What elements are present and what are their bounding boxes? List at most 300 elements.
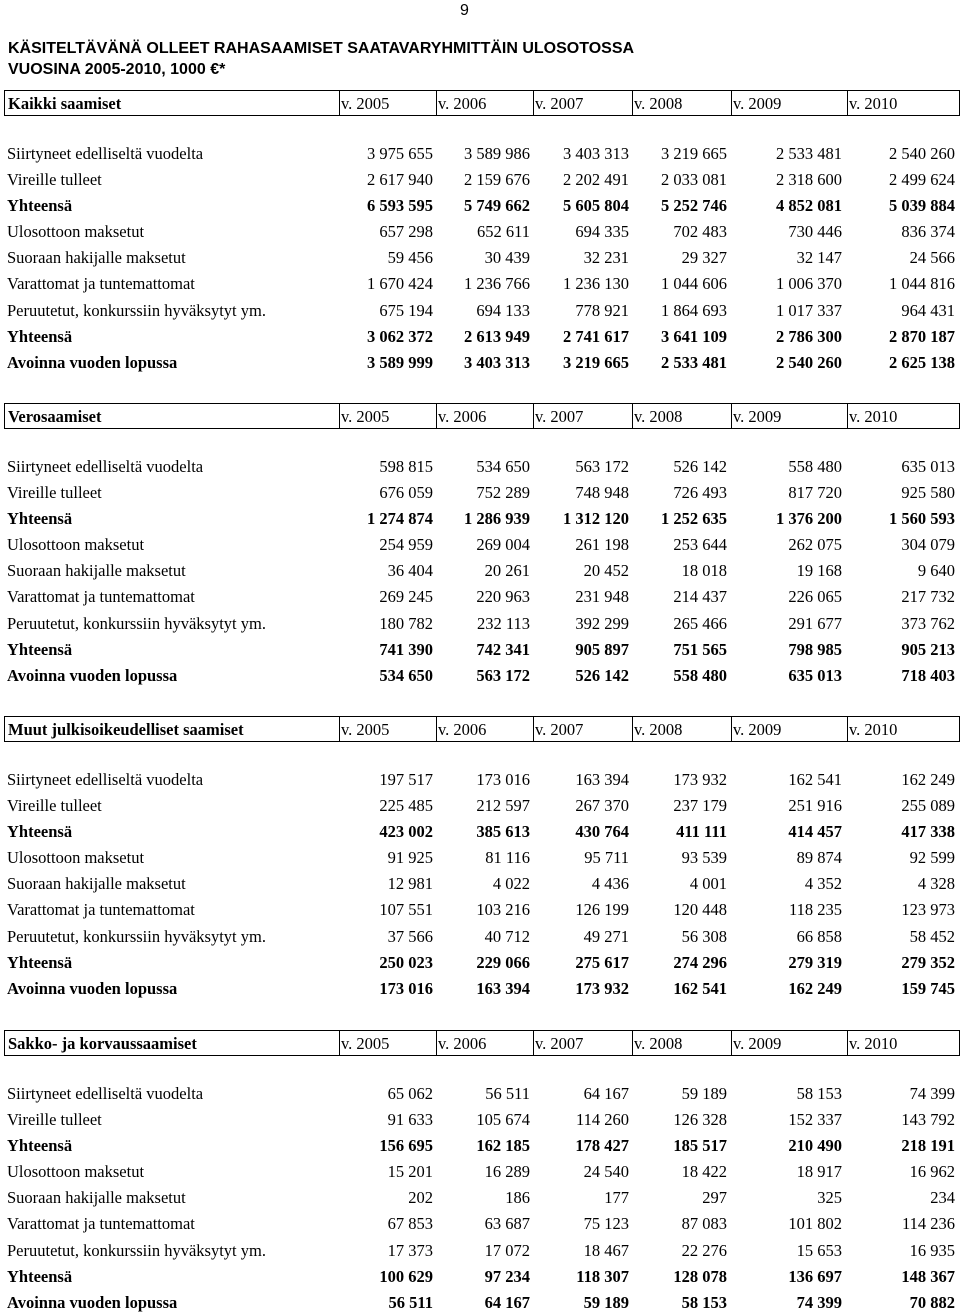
table-cell: 2 625 138 [889, 352, 955, 372]
table-cell: 4 852 081 [776, 196, 842, 216]
column-divider [731, 91, 732, 115]
year-header: v. 2006 [438, 1034, 487, 1053]
table-row [4, 584, 960, 610]
table-cell: 49 271 [583, 926, 629, 946]
table-cell: 178 427 [575, 1136, 629, 1156]
row-label: Ulosottoon maksetut [7, 848, 145, 868]
table-row [4, 845, 960, 871]
row-label: Yhteensä [7, 326, 73, 346]
table-cell: 70 882 [909, 1292, 955, 1312]
table-cell: 1 312 120 [563, 509, 629, 529]
table-cell: 751 565 [673, 639, 727, 659]
table-cell: 40 712 [484, 926, 530, 946]
table-row [4, 663, 960, 689]
table-cell: 265 466 [673, 613, 727, 633]
table-cell: 5 605 804 [563, 196, 629, 216]
table-cell: 269 245 [379, 587, 433, 607]
table-cell: 253 644 [673, 535, 727, 555]
table-row [4, 871, 960, 897]
table-row [4, 271, 960, 297]
table-cell: 143 792 [901, 1110, 955, 1130]
table-row [4, 897, 960, 923]
table-cell: 114 260 [575, 1110, 629, 1130]
column-divider [533, 717, 534, 741]
table-cell: 17 373 [387, 1240, 433, 1260]
table-row [4, 1264, 960, 1290]
row-label: Avoinna vuoden lopussa [7, 1292, 178, 1312]
table-body [4, 1081, 960, 1316]
table-cell: 430 764 [575, 822, 629, 842]
table-cell: 114 236 [901, 1214, 955, 1234]
table-cell: 173 932 [673, 770, 727, 789]
column-divider [847, 91, 848, 115]
table-cell: 212 597 [476, 796, 530, 816]
table-cell: 1 236 130 [563, 274, 629, 294]
table-cell: 91 633 [387, 1110, 433, 1130]
year-header: v. 2006 [438, 407, 487, 426]
table-cell: 120 448 [673, 900, 727, 920]
section-header [4, 716, 960, 742]
row-label: Suoraan hakijalle maksetut [7, 1188, 186, 1208]
table-cell: 56 511 [388, 1292, 433, 1312]
table-cell: 598 815 [379, 457, 433, 476]
year-header: v. 2010 [849, 407, 898, 426]
table-cell: 2 533 481 [776, 144, 842, 163]
table-cell: 92 599 [909, 848, 955, 868]
table-cell: 15 201 [387, 1162, 433, 1182]
table-cell: 30 439 [484, 248, 530, 268]
table-row [4, 924, 960, 950]
table-cell: 234 [930, 1188, 955, 1208]
table-cell: 534 650 [379, 665, 433, 685]
section-header [4, 90, 960, 116]
table-cell: 74 399 [909, 1084, 955, 1103]
row-label: Varattomat ja tuntemattomat [7, 587, 195, 607]
column-divider [847, 404, 848, 428]
table-cell: 925 580 [901, 483, 955, 503]
table-cell: 778 921 [575, 300, 629, 320]
table-row [4, 245, 960, 271]
table-cell: 32 147 [796, 248, 842, 268]
table-cell: 2 617 940 [367, 170, 433, 190]
table-cell: 67 853 [387, 1214, 433, 1234]
year-header: v. 2009 [733, 94, 782, 113]
column-divider [436, 91, 437, 115]
table-row [4, 219, 960, 245]
table-cell: 59 456 [387, 248, 433, 268]
title-line-2: VUOSINA 2005-2010, 1000 €* [8, 61, 226, 78]
row-label: Avoinna vuoden lopussa [7, 352, 178, 372]
section-table [4, 716, 960, 1002]
table-row [4, 167, 960, 193]
table-cell: 97 234 [484, 1266, 530, 1286]
year-header: v. 2006 [438, 720, 487, 739]
table-cell: 2 033 081 [661, 170, 727, 190]
table-cell: 4 328 [917, 874, 955, 894]
table-cell: 1 044 816 [889, 274, 955, 294]
row-label: Ulosottoon maksetut [7, 1162, 145, 1182]
table-cell: 676 059 [379, 483, 433, 503]
section-header [4, 403, 960, 429]
table-cell: 75 123 [583, 1214, 629, 1234]
table-cell: 657 298 [379, 222, 433, 242]
table-cell: 726 493 [673, 483, 727, 503]
table-cell: 4 022 [492, 874, 530, 894]
row-label: Siirtyneet edelliseltä vuodelta [7, 144, 204, 163]
table-cell: 229 066 [476, 952, 530, 972]
table-cell: 798 985 [788, 639, 842, 659]
title-line-1: KÄSITELTÄVÄNÄ OLLEET RAHASAAMISET SAATAVARYHMITTÄIN ULOSOTOSSA [8, 40, 635, 57]
table-cell: 392 299 [575, 613, 629, 633]
table-cell: 563 172 [575, 457, 629, 476]
row-label: Suoraan hakijalle maksetut [7, 248, 186, 268]
table-cell: 635 013 [901, 457, 955, 476]
document-title [8, 38, 634, 80]
year-header: v. 2005 [341, 407, 390, 426]
table-cell: 32 231 [583, 248, 629, 268]
year-header: v. 2009 [733, 1034, 782, 1053]
table-cell: 718 403 [901, 665, 955, 685]
table-cell: 65 062 [387, 1084, 433, 1103]
table-cell: 3 062 372 [367, 326, 433, 346]
table-cell: 20 261 [484, 561, 530, 581]
row-label: Ulosottoon maksetut [7, 535, 145, 555]
table-cell: 3 219 665 [563, 352, 629, 372]
row-label: Varattomat ja tuntemattomat [7, 1214, 195, 1234]
year-header: v. 2008 [634, 94, 683, 113]
table-cell: 2 870 187 [889, 326, 955, 346]
table-cell: 411 111 [676, 822, 727, 842]
table-cell: 1 376 200 [776, 509, 842, 529]
table-cell: 275 617 [575, 952, 629, 972]
table-cell: 742 341 [476, 639, 530, 659]
row-label: Vireille tulleet [7, 483, 102, 503]
table-cell: 652 611 [476, 222, 530, 242]
table-cell: 63 687 [484, 1214, 530, 1234]
table-cell: 297 [702, 1188, 727, 1208]
table-cell: 87 083 [681, 1214, 727, 1234]
year-header: v. 2005 [341, 720, 390, 739]
table-cell: 6 593 595 [367, 196, 433, 216]
table-cell: 162 249 [901, 770, 955, 789]
table-cell: 19 168 [796, 561, 842, 581]
column-divider [632, 717, 633, 741]
column-divider [533, 91, 534, 115]
table-cell: 2 613 949 [464, 326, 530, 346]
table-cell: 267 370 [575, 796, 629, 816]
table-body [4, 454, 960, 689]
table-cell: 4 352 [804, 874, 842, 894]
table-body [4, 141, 960, 376]
table-cell: 185 517 [673, 1136, 727, 1156]
table-cell: 232 113 [476, 613, 530, 633]
section-table [4, 1030, 960, 1316]
year-header: v. 2009 [733, 720, 782, 739]
table-cell: 255 089 [901, 796, 955, 816]
table-cell: 118 307 [576, 1266, 629, 1286]
table-cell: 9 640 [917, 561, 955, 581]
table-cell: 385 613 [476, 822, 530, 842]
year-header: v. 2007 [535, 94, 584, 113]
table-row [4, 793, 960, 819]
table-row [4, 1185, 960, 1211]
column-divider [339, 1031, 340, 1055]
table-cell: 162 249 [788, 978, 842, 998]
table-cell: 1 560 593 [889, 509, 955, 529]
table-cell: 817 720 [788, 483, 842, 503]
table-cell: 22 276 [681, 1240, 727, 1260]
year-header: v. 2007 [535, 407, 584, 426]
column-divider [339, 404, 340, 428]
table-cell: 162 541 [788, 770, 842, 789]
row-label: Suoraan hakijalle maksetut [7, 561, 186, 581]
table-cell: 16 289 [484, 1162, 530, 1182]
table-row [4, 141, 960, 167]
table-cell: 214 437 [673, 587, 727, 607]
table-cell: 180 782 [379, 613, 433, 633]
table-cell: 694 335 [575, 222, 629, 242]
table-row [4, 819, 960, 845]
table-cell: 29 327 [681, 248, 727, 268]
table-cell: 58 153 [796, 1084, 842, 1103]
table-cell: 250 023 [379, 952, 433, 972]
table-cell: 18 467 [583, 1240, 629, 1260]
row-label: Siirtyneet edelliseltä vuodelta [7, 1084, 204, 1103]
column-divider [731, 717, 732, 741]
section-header [4, 1030, 960, 1056]
year-header: v. 2005 [341, 1034, 390, 1053]
column-divider [436, 404, 437, 428]
table-row [4, 480, 960, 506]
row-label: Yhteensä [7, 509, 73, 529]
table-cell: 414 457 [788, 822, 842, 842]
table-row [4, 1290, 960, 1316]
table-cell: 58 452 [909, 926, 955, 946]
row-label: Yhteensä [7, 952, 73, 972]
table-cell: 1 670 424 [367, 274, 433, 294]
year-header: v. 2007 [535, 720, 584, 739]
table-cell: 15 653 [796, 1240, 842, 1260]
column-divider [436, 1031, 437, 1055]
table-cell: 162 541 [673, 978, 727, 998]
table-cell: 2 533 481 [661, 352, 727, 372]
table-row [4, 558, 960, 584]
table-cell: 93 539 [681, 848, 727, 868]
table-cell: 152 337 [788, 1110, 842, 1130]
row-label: Vireille tulleet [7, 170, 102, 190]
table-cell: 20 452 [583, 561, 629, 581]
table-cell: 2 540 260 [889, 144, 955, 163]
row-label: Siirtyneet edelliseltä vuodelta [7, 770, 204, 789]
row-label: Yhteensä [7, 1266, 73, 1286]
table-cell: 2 741 617 [563, 326, 629, 346]
column-divider [731, 404, 732, 428]
table-row [4, 298, 960, 324]
table-row [4, 324, 960, 350]
year-header: v. 2008 [634, 720, 683, 739]
row-label: Varattomat ja tuntemattomat [7, 900, 195, 920]
column-divider [533, 1031, 534, 1055]
table-cell: 148 367 [901, 1266, 955, 1286]
table-cell: 2 540 260 [776, 352, 842, 372]
table-cell: 274 296 [673, 952, 727, 972]
table-cell: 59 189 [681, 1084, 727, 1103]
table-cell: 24 540 [583, 1162, 629, 1182]
table-cell: 558 480 [673, 665, 727, 685]
table-cell: 254 959 [379, 535, 433, 555]
table-cell: 261 198 [575, 535, 629, 555]
table-cell: 373 762 [901, 613, 955, 633]
row-label: Varattomat ja tuntemattomat [7, 274, 195, 294]
table-cell: 304 079 [901, 535, 955, 555]
table-row [4, 506, 960, 532]
table-cell: 24 566 [909, 248, 955, 268]
column-divider [339, 717, 340, 741]
section-title: Muut julkisoikeudelliset saamiset [8, 720, 244, 739]
table-cell: 37 566 [387, 926, 433, 946]
table-cell: 262 075 [788, 535, 842, 555]
table-cell: 563 172 [476, 665, 530, 685]
table-cell: 5 252 746 [661, 196, 727, 216]
table-cell: 702 483 [673, 222, 727, 242]
section-table [4, 403, 960, 689]
table-cell: 66 858 [796, 926, 842, 946]
table-cell: 18 917 [796, 1162, 842, 1182]
table-cell: 56 511 [485, 1084, 530, 1103]
table-cell: 128 078 [673, 1266, 727, 1286]
table-cell: 730 446 [788, 222, 842, 242]
table-cell: 1 017 337 [776, 300, 842, 320]
year-header: v. 2010 [849, 94, 898, 113]
table-cell: 1 252 635 [661, 509, 727, 529]
row-label: Vireille tulleet [7, 796, 102, 816]
table-cell: 126 199 [575, 900, 629, 920]
table-row [4, 767, 960, 793]
table-row [4, 1133, 960, 1159]
table-row [4, 1238, 960, 1264]
column-divider [632, 1031, 633, 1055]
table-cell: 156 695 [379, 1136, 433, 1156]
row-label: Yhteensä [7, 639, 73, 659]
table-cell: 16 962 [909, 1162, 955, 1182]
table-cell: 752 289 [476, 483, 530, 503]
year-header: v. 2010 [849, 1034, 898, 1053]
table-cell: 173 932 [575, 978, 629, 998]
table-cell: 101 802 [788, 1214, 842, 1234]
row-label: Avoinna vuoden lopussa [7, 665, 178, 685]
table-cell: 534 650 [476, 457, 530, 476]
column-divider [632, 404, 633, 428]
table-row [4, 193, 960, 219]
table-cell: 558 480 [788, 457, 842, 476]
table-cell: 58 153 [681, 1292, 727, 1312]
table-body [4, 767, 960, 1002]
column-divider [847, 1031, 848, 1055]
row-label: Peruutetut, konkurssiin hyväksytyt ym. [7, 613, 266, 633]
table-cell: 905 213 [901, 639, 955, 659]
table-cell: 3 589 999 [367, 352, 433, 372]
table-cell: 2 786 300 [776, 326, 842, 346]
table-cell: 269 004 [476, 535, 530, 555]
table-cell: 56 308 [681, 926, 727, 946]
table-cell: 36 404 [387, 561, 433, 581]
table-cell: 225 485 [379, 796, 433, 816]
table-cell: 107 551 [379, 900, 433, 920]
table-cell: 2 202 491 [563, 170, 629, 190]
row-label: Peruutetut, konkurssiin hyväksytyt ym. [7, 926, 266, 946]
table-row [4, 350, 960, 376]
row-label: Ulosottoon maksetut [7, 222, 145, 242]
table-cell: 251 916 [788, 796, 842, 816]
table-cell: 105 674 [476, 1110, 530, 1130]
year-header: v. 2006 [438, 94, 487, 113]
year-header: v. 2005 [341, 94, 390, 113]
table-cell: 103 216 [476, 900, 530, 920]
table-row [4, 976, 960, 1002]
table-cell: 18 422 [681, 1162, 727, 1182]
table-cell: 526 142 [673, 457, 727, 476]
table-cell: 159 745 [901, 978, 955, 998]
table-cell: 5 749 662 [464, 196, 530, 216]
table-cell: 1 864 693 [661, 300, 727, 320]
table-cell: 423 002 [379, 822, 433, 842]
table-cell: 118 235 [788, 900, 842, 920]
table-cell: 217 732 [901, 587, 955, 607]
table-cell: 81 116 [485, 848, 530, 868]
year-header: v. 2010 [849, 720, 898, 739]
table-cell: 635 013 [788, 665, 842, 685]
year-header: v. 2008 [634, 407, 683, 426]
table-cell: 18 018 [681, 561, 727, 581]
page-number: 9 [460, 2, 469, 19]
table-cell: 74 399 [796, 1292, 842, 1312]
row-label: Peruutetut, konkurssiin hyväksytyt ym. [7, 1240, 266, 1260]
table-cell: 59 189 [583, 1292, 629, 1312]
table-row [4, 1211, 960, 1237]
column-divider [731, 1031, 732, 1055]
row-label: Siirtyneet edelliseltä vuodelta [7, 457, 204, 476]
table-cell: 5 039 884 [889, 196, 955, 216]
section-title: Kaikki saamiset [8, 94, 122, 113]
row-label: Yhteensä [7, 1136, 73, 1156]
table-cell: 836 374 [901, 222, 955, 242]
table-cell: 417 338 [901, 822, 955, 842]
table-cell: 3 975 655 [367, 144, 433, 163]
table-cell: 89 874 [796, 848, 842, 868]
table-cell: 64 167 [484, 1292, 530, 1312]
table-cell: 3 403 313 [563, 144, 629, 163]
table-cell: 218 191 [901, 1136, 955, 1156]
row-label: Suoraan hakijalle maksetut [7, 874, 186, 894]
table-cell: 163 394 [575, 770, 629, 789]
row-label: Yhteensä [7, 196, 73, 216]
row-label: Avoinna vuoden lopussa [7, 978, 178, 998]
column-divider [632, 91, 633, 115]
table-cell: 186 [505, 1188, 530, 1208]
table-cell: 226 065 [788, 587, 842, 607]
table-cell: 95 711 [584, 848, 629, 868]
column-divider [436, 717, 437, 741]
table-cell: 12 981 [387, 874, 433, 894]
table-cell: 210 490 [788, 1136, 842, 1156]
table-cell: 1 044 606 [661, 274, 727, 294]
table-row [4, 1081, 960, 1107]
table-cell: 64 167 [583, 1084, 629, 1103]
row-label: Peruutetut, konkurssiin hyväksytyt ym. [7, 300, 266, 320]
table-cell: 136 697 [788, 1266, 842, 1286]
table-row [4, 1159, 960, 1185]
table-cell: 2 318 600 [776, 170, 842, 190]
